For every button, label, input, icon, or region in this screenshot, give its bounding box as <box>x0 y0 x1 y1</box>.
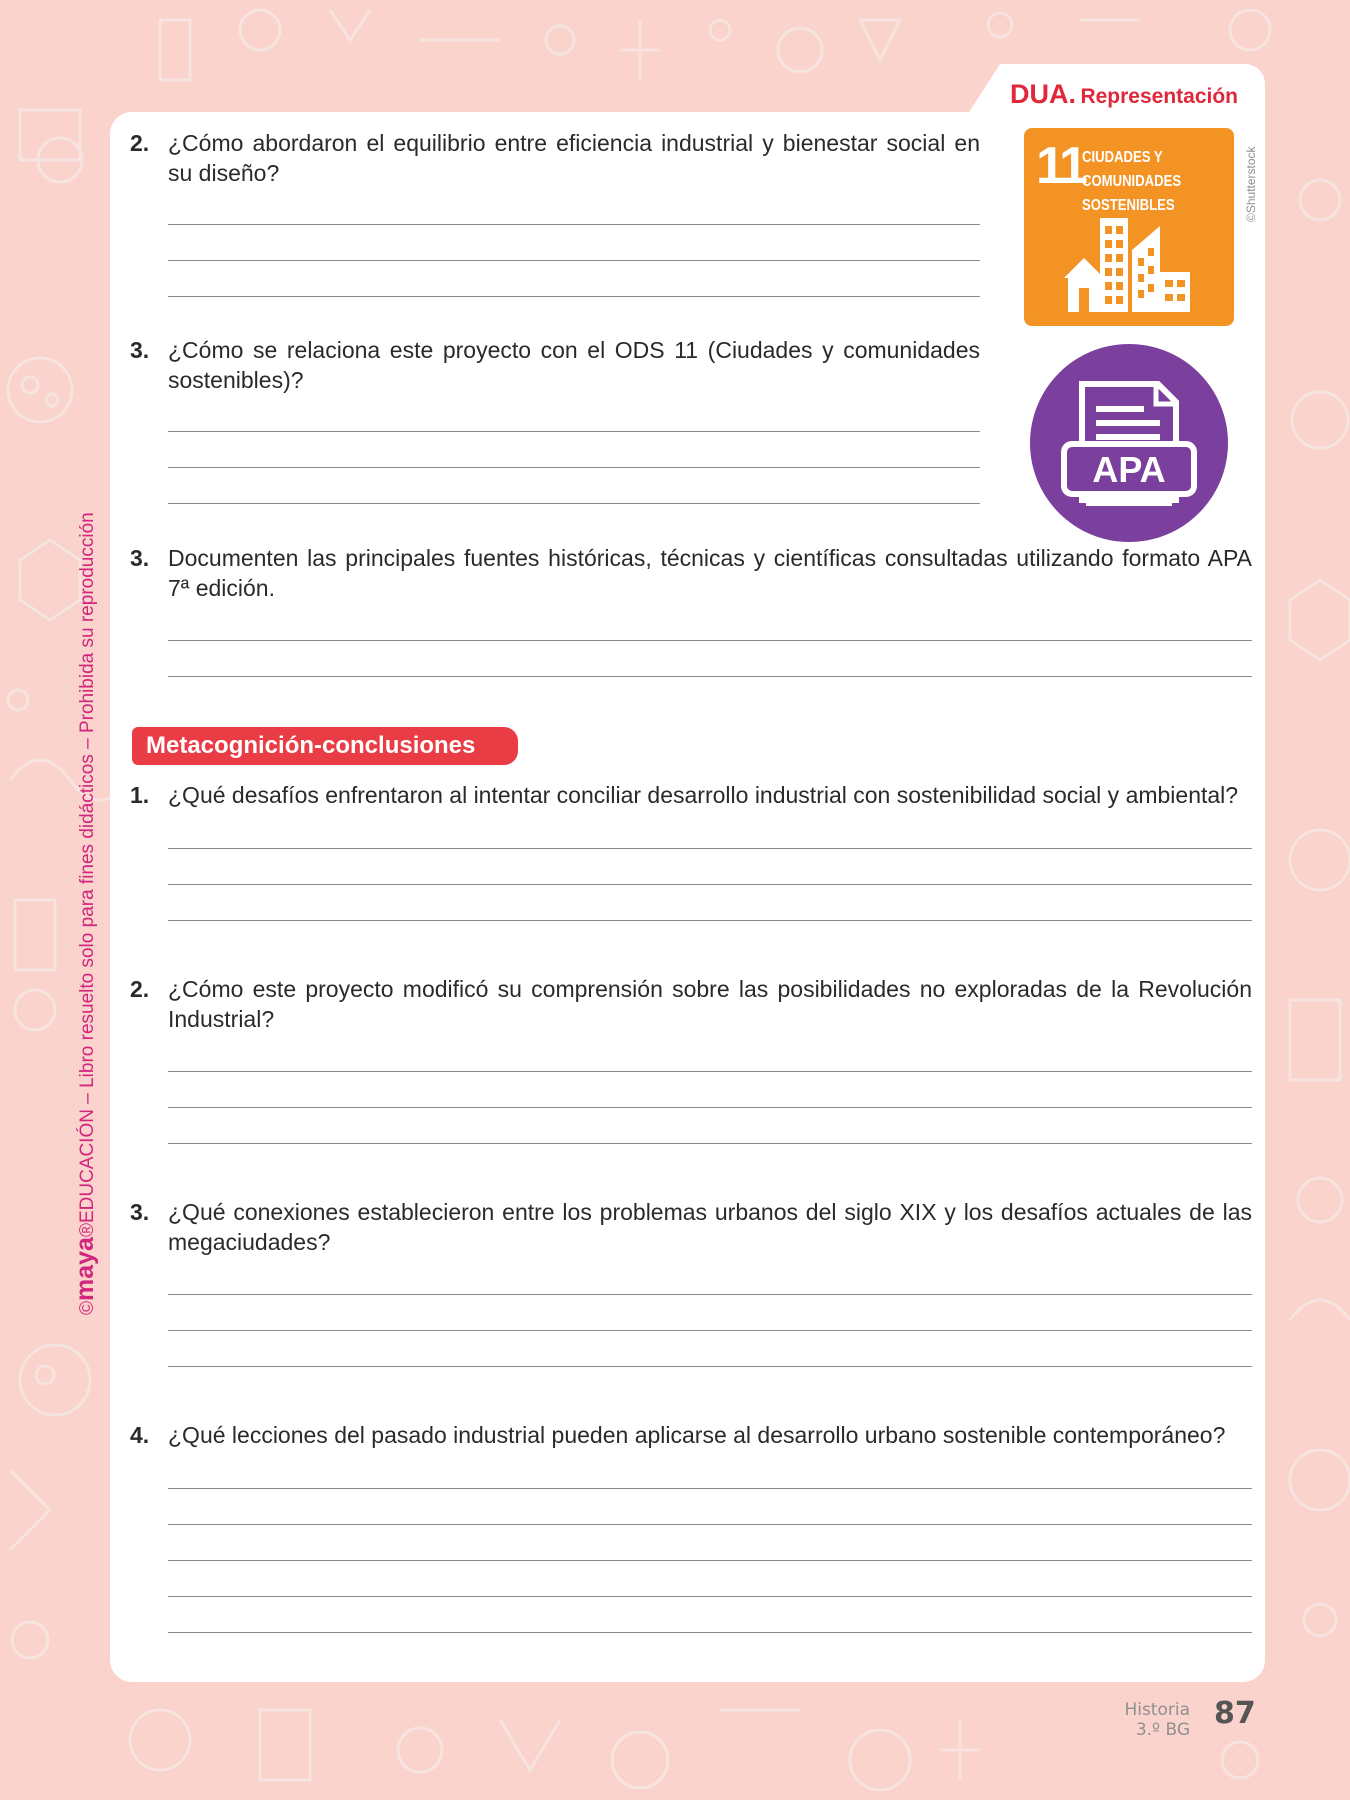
answer-line[interactable] <box>168 1108 1252 1144</box>
question-text: Documenten las principales fuentes históricas, técnicas y científicas consultadas utilizando formato APA 7ª edición. <box>168 545 1252 601</box>
question-number: 3. <box>130 337 150 363</box>
question-number: 2. <box>130 976 150 1002</box>
apa-badge-label: APA <box>1092 449 1166 490</box>
answer-line[interactable] <box>168 1453 1252 1489</box>
answer-lines[interactable] <box>168 189 980 297</box>
city-buildings-icon <box>1064 218 1194 318</box>
copyright-sidebar-credit <box>68 475 102 1315</box>
answer-line[interactable] <box>168 432 980 468</box>
question-number: 1. <box>130 782 150 808</box>
answer-lines[interactable] <box>168 1453 1252 1633</box>
answer-line[interactable] <box>168 1561 1252 1597</box>
question-number: 2. <box>130 130 150 156</box>
answer-line[interactable] <box>168 1331 1252 1367</box>
section-title-metacognicion: Metacognición-conclusiones <box>132 727 518 765</box>
footer-subject <box>1100 1700 1190 1740</box>
answer-line[interactable] <box>168 849 1252 885</box>
answer-line[interactable] <box>168 1525 1252 1561</box>
answer-line[interactable] <box>168 1259 1252 1295</box>
ods-11-card <box>1024 128 1234 326</box>
answer-line[interactable] <box>168 885 1252 921</box>
answer-lines[interactable] <box>168 605 1252 677</box>
question-text: ¿Cómo este proyecto modificó su comprensión sobre las posibilidades no exploradas de la Revolución Industrial? <box>168 976 1252 1032</box>
question-text: ¿Qué lecciones del pasado industrial pueden aplicarse al desarrollo urbano sostenible contemporáneo? <box>168 1422 1226 1448</box>
question-number: 3. <box>130 1199 150 1225</box>
grade-label: 3.º BG <box>1135 1720 1190 1740</box>
question-text: ¿Qué desafíos enfrentaron al intentar conciliar desarrollo industrial con sostenibilidad social y ambiental? <box>168 782 1239 808</box>
apa-badge-icon <box>1030 344 1228 542</box>
answer-line[interactable] <box>168 225 980 261</box>
answer-line[interactable] <box>168 189 980 225</box>
credit-text: EDUCACIÓN – Libro resuelto solo para fines didácticos – Prohibida su reproducción <box>77 512 98 1224</box>
ods-title-line: SOSTENIBLES <box>1082 197 1175 214</box>
question-text: ¿Qué conexiones establecieron entre los problemas urbanos del siglo XIX y los desafíos actuales de las megaciudades? <box>168 1199 1252 1255</box>
brand-name: maya <box>71 1237 99 1301</box>
dua-label-strong: DUA. <box>1010 79 1076 109</box>
question-number: 3. <box>130 545 150 571</box>
question-text: ¿Cómo se relaciona este proyecto con el ODS 11 (Ciudades y comunidades sostenibles)? <box>168 337 980 393</box>
answer-line[interactable] <box>168 641 1252 677</box>
answer-line[interactable] <box>168 396 980 432</box>
dua-heading <box>1010 76 1238 112</box>
answer-line[interactable] <box>168 1072 1252 1108</box>
answer-lines[interactable] <box>168 396 980 504</box>
answer-line[interactable] <box>168 1489 1252 1525</box>
copyright-symbol: © <box>77 1301 98 1315</box>
answer-line[interactable] <box>168 468 980 504</box>
answer-lines[interactable] <box>168 1259 1252 1367</box>
page-number: 87 <box>1214 1696 1256 1731</box>
question-text: ¿Cómo abordaron el equilibrio entre eficiencia industrial y bienestar social en su diseño? <box>168 130 980 186</box>
answer-line[interactable] <box>168 605 1252 641</box>
question-number: 4. <box>130 1422 150 1448</box>
answer-line[interactable] <box>168 813 1252 849</box>
ods-title-line: COMUNIDADES <box>1082 173 1182 190</box>
registered-symbol: ® <box>77 1223 98 1238</box>
ods-number: 11 <box>1036 137 1085 195</box>
dua-label-soft: Representación <box>1080 85 1239 108</box>
answer-lines[interactable] <box>168 813 1252 921</box>
ods-title-line: CIUDADES Y <box>1082 149 1163 166</box>
answer-line[interactable] <box>168 1597 1252 1633</box>
answer-line[interactable] <box>168 261 980 297</box>
answer-line[interactable] <box>168 1295 1252 1331</box>
answer-lines[interactable] <box>168 1036 1252 1144</box>
ods-title <box>1082 146 1197 218</box>
image-credit: ©Shutterstock <box>1244 146 1258 222</box>
answer-line[interactable] <box>168 1036 1252 1072</box>
subject-name: Historia <box>1124 1700 1190 1720</box>
